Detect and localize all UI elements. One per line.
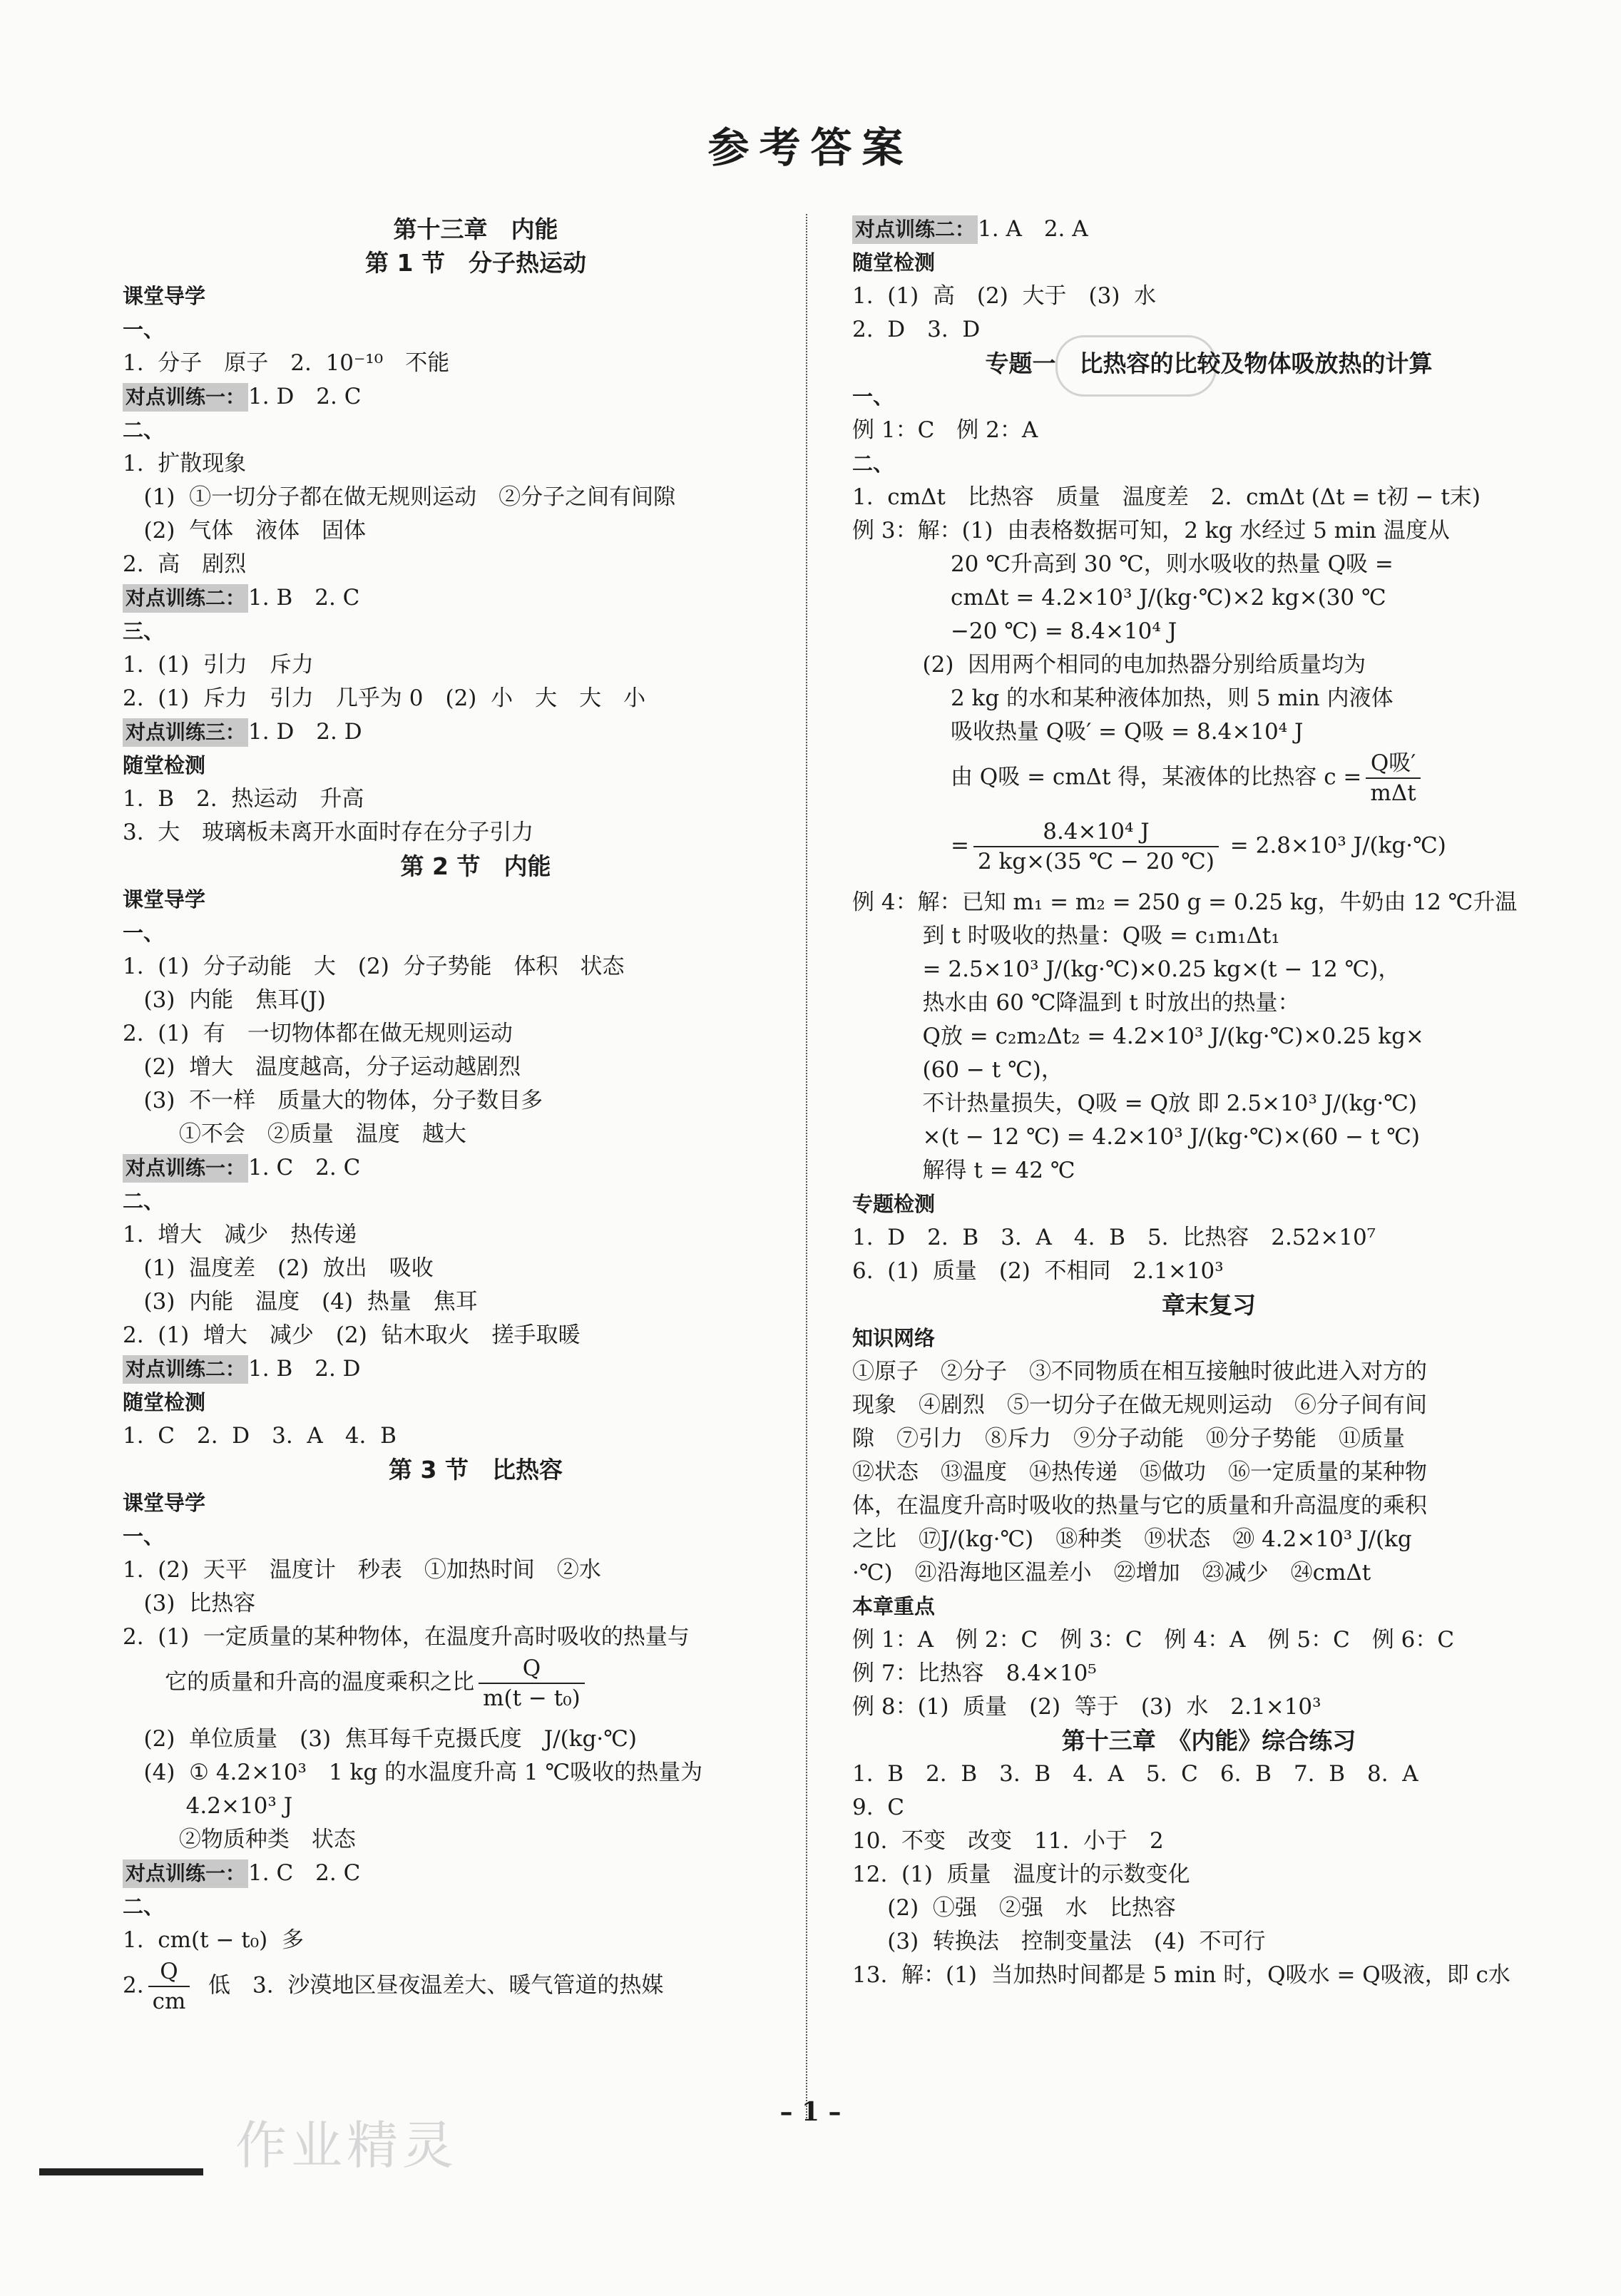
line-text: 2. (1) 增大 减少 (2) 钻木取火 搓手取暖 xyxy=(123,1322,581,1348)
line-text: 2. (1) 斥力 引力 几乎为 0 (2) 小 大 大 小 xyxy=(123,685,646,711)
right-column xyxy=(852,213,1565,1992)
line-text: 3. 大 玻璃板未离开水面时存在分子引力 xyxy=(123,820,534,845)
answer-line xyxy=(852,919,1565,953)
line-text: 例 1：A 例 2：C 例 3：C 例 4：A 例 5：C 例 6：C xyxy=(852,1627,1455,1653)
subsection-label xyxy=(852,1322,1565,1355)
subsection-label xyxy=(123,313,829,347)
answer-line xyxy=(123,1051,829,1084)
line-text: 第十三章 《内能》综合练习 xyxy=(1061,1727,1356,1755)
line-text: 1. D 2. D xyxy=(248,719,362,745)
answer-line xyxy=(123,380,829,414)
fraction xyxy=(1366,749,1420,807)
line-text: (4) ① 4.2×10³ 1 kg 的水温度升高 1 ℃吸收的热量为 xyxy=(123,1760,703,1785)
line-text: 1. (1) 引力 斥力 xyxy=(123,652,314,678)
line-text: 1. B 2. B 3. B 4. A 5. C 6. B 7. B 8. A xyxy=(852,1761,1418,1787)
line-text: (60 − t ℃)， xyxy=(852,1057,1063,1083)
line-text-after: = 2.8×10³ J/(kg·℃) xyxy=(1222,832,1446,859)
answer-line xyxy=(852,313,1565,347)
line-text: (3) 转换法 控制变量法 (4) 不可行 xyxy=(852,1929,1266,1954)
answer-line xyxy=(123,816,829,849)
answer-line xyxy=(852,986,1565,1020)
answer-line xyxy=(852,1053,1565,1087)
fraction-numerator: Q xyxy=(148,1957,190,1987)
line-text: 专题检测 xyxy=(852,1192,936,1216)
section-heading xyxy=(123,1453,829,1486)
line-text: = 2.5×10³ J/(kg·℃)×0.25 kg×(t − 12 ℃)， xyxy=(852,956,1401,982)
fraction-numerator: Q xyxy=(479,1654,585,1684)
subsection-label xyxy=(852,1188,1565,1221)
line-text: 1. 扩散现象 xyxy=(123,451,247,476)
line-text: 1. C 2. D 3. A 4. B xyxy=(123,1423,397,1449)
line-text: 一、 xyxy=(123,317,165,342)
fraction xyxy=(973,817,1219,876)
answer-line xyxy=(123,581,829,615)
line-text: 2. (1) 一定质量的某种物体，在温度升高时吸收的热量与 xyxy=(123,1624,690,1650)
answer-line xyxy=(852,1959,1565,1992)
exercise-tag: 对点训练一： xyxy=(123,383,248,412)
subsection-label xyxy=(123,615,829,648)
line-text: 1. D 2. B 3. A 4. B 5. 比热容 2.52×10⁷ xyxy=(852,1225,1376,1250)
answer-line xyxy=(123,1017,829,1051)
line-text: 2. xyxy=(123,1972,144,1999)
line-text: 4.2×10³ J xyxy=(123,1793,293,1819)
answer-line xyxy=(852,548,1565,581)
line-text: 2. D 3. D xyxy=(852,317,981,342)
line-text: 1. cm(t − t₀) 多 xyxy=(123,1927,304,1953)
line-text: ×(t − 12 ℃) = 4.2×10³ J/(kg·℃)×(60 − t ℃) xyxy=(852,1124,1421,1150)
line-text: 它的质量和升高的温度乘积之比 xyxy=(123,1669,475,1695)
line-text: 10. 不变 改变 11. 小于 2 xyxy=(852,1828,1164,1854)
line-text: 1. cmΔt 比热容 质量 温度差 2. cmΔt (Δt = t初 − t末) xyxy=(852,484,1481,510)
subsection-label xyxy=(123,749,829,782)
answer-line xyxy=(852,615,1565,648)
line-text: ①原子 ②分子 ③不同物质在相互接触时彼此进入对方的 xyxy=(852,1359,1427,1384)
subsection-label xyxy=(123,1486,829,1520)
exercise-tag: 对点训练二： xyxy=(123,1355,248,1384)
line-text: ①不会 ②质量 温度 越大 xyxy=(123,1121,466,1147)
exercise-tag: 对点训练二： xyxy=(852,215,978,244)
answer-line xyxy=(123,715,829,749)
line-text: 不计热量损失，Q吸 = Q放 即 2.5×10³ J/(kg·℃) xyxy=(852,1091,1417,1116)
line-text: 随堂检测 xyxy=(123,1390,206,1414)
line-text: 6. (1) 质量 (2) 不相同 2.1×10³ xyxy=(852,1258,1224,1284)
answer-line xyxy=(852,1121,1565,1154)
line-text: 9. C xyxy=(852,1795,905,1820)
line-text: 例 4：解：已知 m₁ = m₂ = 250 g = 0.25 kg，牛奶由 12 ℃升温 xyxy=(852,889,1518,915)
line-text: 1. (1) 分子动能 大 (2) 分子势能 体积 状态 xyxy=(123,954,625,979)
answer-line xyxy=(852,1355,1565,1389)
answer-line xyxy=(852,648,1565,682)
section-heading xyxy=(123,246,829,280)
line-text: 解得 t = 42 ℃ xyxy=(852,1158,1075,1183)
answer-line xyxy=(123,1621,829,1654)
answer-line xyxy=(123,1957,829,2026)
answer-line xyxy=(852,1489,1565,1523)
answer-line xyxy=(123,984,829,1017)
line-text: 课堂导学 xyxy=(123,1491,206,1515)
line-text: 二、 xyxy=(123,1189,165,1213)
answer-line xyxy=(123,481,829,514)
line-text: 到 t 时吸收的热量：Q吸 = c₁m₁Δt₁ xyxy=(852,923,1280,949)
line-text: 由 Q吸 = cmΔt 得，某液体的比热容 c = xyxy=(852,764,1362,790)
line-text: (1) 温度差 (2) 放出 吸收 xyxy=(123,1255,434,1281)
answer-line xyxy=(852,1858,1565,1892)
line-text: 2. 高 剧烈 xyxy=(123,551,247,577)
answer-line xyxy=(852,1791,1565,1825)
line-text: 随堂检测 xyxy=(123,753,206,777)
line-text: 二、 xyxy=(123,418,165,442)
answer-line xyxy=(123,1723,829,1756)
fraction-denominator: 2 kg×(35 ℃ − 20 ℃) xyxy=(977,849,1215,874)
line-text: 三、 xyxy=(123,619,165,643)
answer-line xyxy=(123,648,829,682)
line-text: 第 1 节 分子热运动 xyxy=(365,249,586,277)
line-text: 二、 xyxy=(852,451,894,476)
line-text: 之比 ⑰J/(kg·℃) ⑱种类 ⑲状态 ⑳ 4.2×10³ J/(kg xyxy=(852,1526,1412,1552)
line-text: 二、 xyxy=(123,1894,165,1919)
line-text: Q放 = c₂m₂Δt₂ = 4.2×10³ J/(kg·℃)×0.25 kg× xyxy=(852,1024,1424,1049)
line-text: (2) 气体 液体 固体 xyxy=(123,518,367,544)
answer-line xyxy=(852,213,1565,246)
answer-line xyxy=(852,280,1565,313)
exercise-tag: 对点训练一： xyxy=(123,1859,248,1888)
answer-line xyxy=(852,1422,1565,1456)
line-text: −20 ℃) = 8.4×10⁴ J xyxy=(852,618,1177,644)
line-text: (2) 单位质量 (3) 焦耳每千克摄氏度 J/(kg·℃) xyxy=(123,1726,638,1752)
answer-line xyxy=(123,1118,829,1151)
line-text: (3) 内能 温度 (4) 热量 焦耳 xyxy=(123,1289,478,1315)
fraction-denominator: m(t − t₀) xyxy=(483,1685,581,1711)
answer-line xyxy=(852,1456,1565,1489)
line-text: 第 2 节 内能 xyxy=(400,852,551,880)
line-text: (3) 内能 焦耳(J) xyxy=(123,987,326,1013)
answer-line xyxy=(852,514,1565,548)
fraction xyxy=(148,1957,190,2016)
fraction-denominator: mΔt xyxy=(1370,780,1416,806)
subsection-label xyxy=(123,1520,829,1553)
line-text: 1. 分子 原子 2. 10⁻¹⁰ 不能 xyxy=(123,350,450,376)
answer-line xyxy=(852,1154,1565,1188)
answer-line xyxy=(852,1255,1565,1288)
line-text: (1) ①一切分子都在做无规则运动 ②分子之间有间隙 xyxy=(123,484,676,510)
answer-line xyxy=(852,1087,1565,1121)
line-text: 一、 xyxy=(123,921,165,945)
answer-line xyxy=(852,953,1565,986)
answer-line xyxy=(852,1556,1565,1590)
line-text: 例 7：比热容 8.4×10⁵ xyxy=(852,1660,1097,1686)
section-heading xyxy=(123,213,829,246)
line-text: 知识网络 xyxy=(852,1326,936,1350)
subsection-label xyxy=(123,883,829,917)
subsection-label xyxy=(123,414,829,447)
answer-line xyxy=(123,1823,829,1857)
line-text-after: 低 3. 沙漠地区昼夜温差大、暖气管道的热媒 xyxy=(194,1972,664,1999)
line-text: 一、 xyxy=(123,1524,165,1548)
answer-line xyxy=(852,1020,1565,1053)
subsection-label xyxy=(123,1185,829,1218)
line-text: 2 kg 的水和某种液体加热，则 5 min 内液体 xyxy=(852,685,1394,711)
line-text: 1. (2) 天平 温度计 秒表 ①加热时间 ②水 xyxy=(123,1557,601,1583)
answer-line xyxy=(852,1523,1565,1556)
subsection-label xyxy=(852,246,1565,280)
line-text: ·℃) ㉑沿海地区温差小 ㉒增加 ㉓减少 ㉔cmΔt xyxy=(852,1560,1371,1586)
line-text: (3) 比热容 xyxy=(123,1591,256,1616)
answer-line xyxy=(123,1285,829,1319)
line-text: 1. B 2. D xyxy=(248,1356,361,1382)
answer-line xyxy=(852,1757,1565,1791)
answer-line xyxy=(123,1352,829,1386)
line-text: 体，在温度升高时吸收的热量与它的质量和升高温度的乘积 xyxy=(852,1493,1427,1519)
answer-line xyxy=(123,682,829,715)
line-text: 本章重点 xyxy=(852,1594,936,1618)
line-text: 一、 xyxy=(852,384,894,409)
section-heading xyxy=(852,1724,1565,1757)
line-text: 1. C 2. C xyxy=(248,1860,361,1886)
subsection-label xyxy=(852,447,1565,481)
answer-line xyxy=(852,1925,1565,1959)
fraction-numerator: 8.4×10⁴ J xyxy=(973,817,1219,847)
answer-line xyxy=(123,1654,829,1723)
answer-line xyxy=(852,414,1565,447)
subsection-label xyxy=(123,280,829,313)
fraction-denominator: cm xyxy=(152,1989,186,2014)
answer-line xyxy=(123,1084,829,1118)
line-text: 12. (1) 质量 温度计的示数变化 xyxy=(852,1862,1190,1887)
answer-line xyxy=(123,1587,829,1621)
left-column xyxy=(123,213,829,2026)
answer-line xyxy=(852,581,1565,615)
line-text: 1. (1) 高 (2) 大于 (3) 水 xyxy=(852,283,1157,309)
line-text: 吸收热量 Q吸′ = Q吸 = 8.4×10⁴ J xyxy=(852,719,1304,745)
answer-line xyxy=(852,1623,1565,1657)
answer-line xyxy=(123,514,829,548)
line-text: 例 8：(1) 质量 (2) 等于 (3) 水 2.1×10³ xyxy=(852,1694,1321,1720)
exercise-tag: 对点训练二： xyxy=(123,584,248,613)
section-heading xyxy=(852,1288,1565,1322)
answer-line xyxy=(852,1389,1565,1422)
line-text: 现象 ④剧烈 ⑤一切分子在做无规则运动 ⑥分子间有间 xyxy=(852,1392,1427,1418)
answer-line xyxy=(123,1553,829,1587)
answer-line xyxy=(123,1218,829,1252)
line-text: (3) 不一样 质量大的物体，分子数目多 xyxy=(123,1088,543,1113)
line-text: 隙 ⑦引力 ⑧斥力 ⑨分子动能 ⑩分子势能 ⑪质量 xyxy=(852,1426,1405,1451)
column-divider xyxy=(806,214,807,2118)
line-text: = xyxy=(852,832,969,859)
answer-line xyxy=(123,347,829,380)
line-text: 课堂导学 xyxy=(123,887,206,912)
answer-line xyxy=(123,950,829,984)
answer-line xyxy=(852,1892,1565,1925)
answer-line xyxy=(852,682,1565,715)
line-text: 例 1：C 例 2：A xyxy=(852,417,1038,443)
subsection-label xyxy=(123,1386,829,1419)
line-text: ②物质种类 状态 xyxy=(123,1827,356,1852)
answer-line xyxy=(852,1825,1565,1858)
line-text: 章末复习 xyxy=(1162,1291,1256,1319)
line-text: 第十三章 内能 xyxy=(393,215,558,243)
line-text: (2) 因用两个相同的电加热器分别给质量均为 xyxy=(852,652,1366,678)
fraction xyxy=(479,1654,585,1713)
fraction-numerator: Q吸′ xyxy=(1366,749,1420,779)
subsection-label xyxy=(852,1590,1565,1623)
answer-line xyxy=(852,749,1565,817)
line-text: 2. (1) 有 一切物体都在做无规则运动 xyxy=(123,1021,513,1046)
line-text: 课堂导学 xyxy=(123,284,206,308)
line-text: 1. 增大 减少 热传递 xyxy=(123,1222,357,1248)
answer-line xyxy=(852,1657,1565,1690)
answer-line xyxy=(123,447,829,481)
answer-line xyxy=(123,1419,829,1453)
line-text: (2) ①强 ②强 水 比热容 xyxy=(852,1895,1176,1921)
answer-line xyxy=(123,1857,829,1890)
line-text: 1. A 2. A xyxy=(978,216,1088,242)
answer-line xyxy=(123,1151,829,1185)
line-text: 13. 解：(1) 当加热时间都是 5 min 时，Q吸水 = Q吸液，即 c水 xyxy=(852,1962,1510,1988)
bottom-edge-mark xyxy=(39,2168,203,2175)
line-text: 专题一 比热容的比较及物体吸放热的计算 xyxy=(985,349,1433,377)
line-text: 热水由 60 ℃降温到 t 时放出的热量： xyxy=(852,990,1300,1016)
line-text: 随堂检测 xyxy=(852,250,936,275)
subsection-label xyxy=(123,917,829,950)
line-text: 1. B 2. C xyxy=(248,585,360,611)
answer-line xyxy=(852,481,1565,514)
watermark-text: 作业精灵 xyxy=(235,2116,459,2175)
line-text: 第 3 节 比热容 xyxy=(389,1456,563,1484)
answer-line xyxy=(123,1319,829,1352)
page-title: 参考答案 xyxy=(707,123,914,172)
answer-line xyxy=(123,1756,829,1790)
line-text: cmΔt = 4.2×10³ J/(kg·℃)×2 kg×(30 ℃ xyxy=(852,585,1386,611)
answer-line xyxy=(123,782,829,816)
answer-line xyxy=(123,1924,829,1957)
subsection-label xyxy=(123,1890,829,1924)
answer-line xyxy=(852,886,1565,919)
section-heading xyxy=(123,849,829,883)
exercise-tag: 对点训练三： xyxy=(123,718,248,747)
answer-line xyxy=(123,1790,829,1823)
line-text: ⑫状态 ⑬温度 ⑭热传递 ⑮做功 ⑯一定质量的某种物 xyxy=(852,1459,1427,1485)
line-text: 1. B 2. 热运动 升高 xyxy=(123,786,364,812)
section-heading xyxy=(852,347,1565,380)
answer-line xyxy=(123,1252,829,1285)
line-text: 例 3：解：(1) 由表格数据可知，2 kg 水经过 5 min 温度从 xyxy=(852,518,1450,544)
answer-line xyxy=(852,817,1565,886)
subsection-label xyxy=(852,380,1565,414)
page-number: – 1 – xyxy=(779,2097,842,2127)
answer-line xyxy=(852,1690,1565,1724)
answer-line xyxy=(123,548,829,581)
line-text: 1. D 2. C xyxy=(248,384,362,409)
answer-line xyxy=(852,715,1565,749)
answer-line xyxy=(852,1221,1565,1255)
line-text: (2) 增大 温度越高，分子运动越剧烈 xyxy=(123,1054,521,1080)
line-text: 20 ℃升高到 30 ℃，则水吸收的热量 Q吸 = xyxy=(852,551,1394,577)
exercise-tag: 对点训练一： xyxy=(123,1154,248,1183)
line-text: 1. C 2. C xyxy=(248,1155,361,1180)
